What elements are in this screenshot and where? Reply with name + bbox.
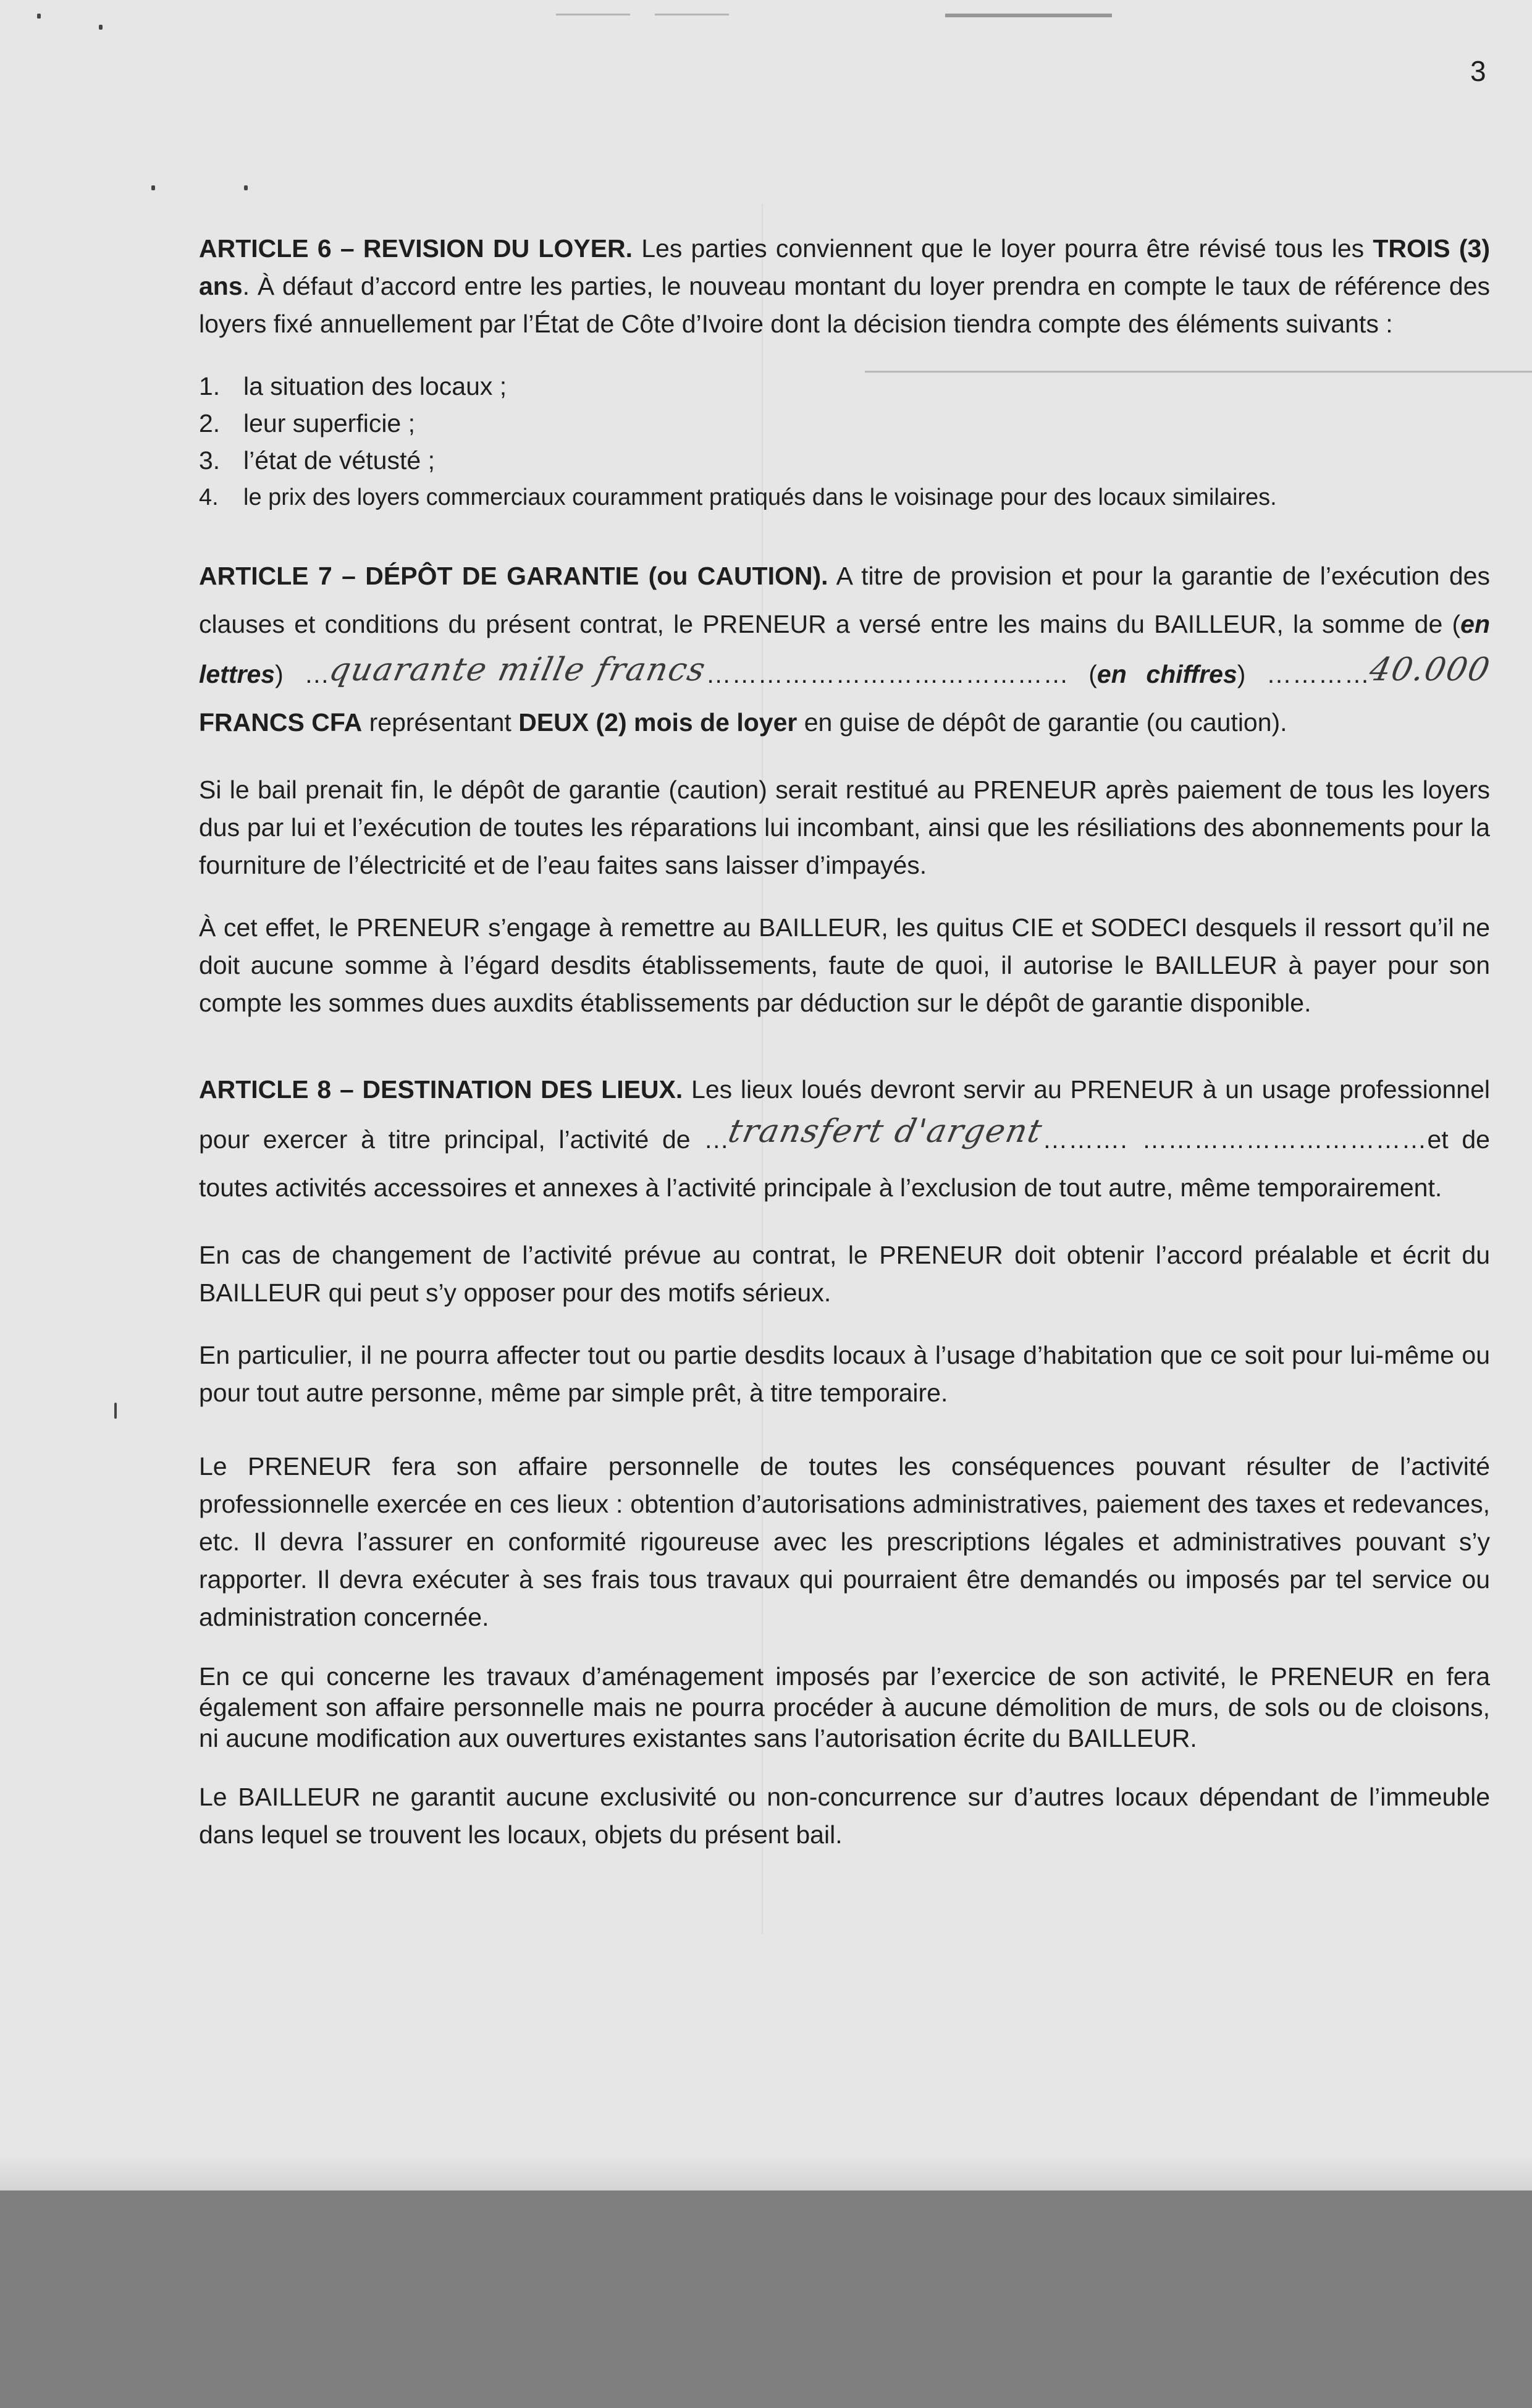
revision-period: TROIS (3) ans — [199, 234, 1490, 300]
article-8-heading: ARTICLE 8 – DESTINATION DES LIEUX. — [199, 1075, 683, 1104]
scan-speck — [114, 1403, 117, 1419]
deposit-months: DEUX (2) mois de loyer — [518, 708, 798, 737]
label-in-words: en lettres — [199, 610, 1490, 688]
list-item: 4. le prix des loyers commerciaux couramment pratiqués dans le voisinage pour des locaux similaires. — [199, 484, 1277, 510]
scan-speck — [151, 185, 155, 190]
scan-speck — [244, 185, 248, 190]
page-number: 3 — [1470, 55, 1486, 87]
list-item: 1. la situation des locaux ; — [199, 372, 507, 400]
list-item: 3. l’état de vétusté ; — [199, 446, 435, 475]
handwritten-amount-figures: 40.000 — [1366, 651, 1494, 688]
article-8-paragraph-3: En particulier, il ne pourra affecter tout ou partie desdits locaux à l’usage d’habitation que ce soit pour lui-même ou pour tout autre personne, même par simple prêt, à titre temporaire. — [199, 1341, 1490, 1407]
scan-speck — [99, 25, 103, 30]
handwritten-activity: transfert d'argent — [725, 1113, 1046, 1150]
scan-mark-left — [556, 14, 630, 15]
scan-mark-center — [655, 14, 729, 15]
article-8-paragraph-4: Le PRENEUR fera son affaire personnelle de toutes les conséquences pouvant résulter de l’activité professionnelle exercée en ces lieux : obtention d’autorisations administratives, paiement des taxes et redevances, etc. Il devra l’assurer en conformité rigoureuse avec les prescriptions légales et administratives pouvant s’y rapporter. Il devra exécuter à ses frais tous travaux qui pourraient être demandés ou imposés par tel service ou administration concernée. — [199, 1452, 1490, 1631]
label-in-figures: en chiffres — [1096, 660, 1237, 688]
article-8-paragraph-2: En cas de changement de l’activité prévue au contrat, le PRENEUR doit obtenir l’accord préalable et écrit du BAILLEUR qui peut s’y opposer pour des motifs sérieux. — [199, 1241, 1490, 1307]
article-7-paragraph-1: ARTICLE 7 – DÉPÔT DE GARANTIE (ou CAUTION). A titre de provision et pour la garantie de l’exécution des clauses et conditions du présent contrat, le PRENEUR a versé entre les mains du BAILLEUR, la somme de (en lettres) …quarante mille francs…………………………………… (en chiffres) …………40.000FRANCS CFA représentant DEUX (2) mois de loyer en guise de dépôt de garantie (ou caution). — [199, 562, 1494, 737]
currency: FRANCS CFA — [199, 708, 363, 737]
article-8-paragraph-6: Le BAILLEUR ne garantit aucune exclusivité ou non-concurrence sur d’autres locaux dépendant de l’immeuble dans lequel se trouvent les locaux, objets du présent bail. — [199, 1783, 1490, 1849]
scan-mark-right — [945, 14, 1112, 17]
revision-criteria-list — [199, 368, 1490, 516]
article-7-paragraph-3: À cet effet, le PRENEUR s’engage à remettre au BAILLEUR, les quitus CIE et SODECI desquels il ressort qu’il ne doit aucune somme à l’égard desdits établissements, faute de quoi, il autorise le BAILLEUR à payer pour son compte les sommes dues auxdits établissements par déduction sur le dépôt de garantie disponible. — [199, 913, 1490, 1017]
article-6-paragraph: ARTICLE 6 – REVISION DU LOYER. Les parties conviennent que le loyer pourra être révisé tous les TROIS (3) ans. À défaut d’accord entre les parties, le nouveau montant du loyer prendra en compte le taux de référence des loyers fixé annuellement par l’État de Côte d’Ivoire dont la décision tiendra compte des éléments suivants : — [199, 234, 1490, 338]
contract-body — [199, 230, 1494, 1854]
scan-speck — [37, 14, 41, 19]
article-7-paragraph-2: Si le bail prenait fin, le dépôt de garantie (caution) serait restitué au PRENEUR après paiement de tous les loyers dus par lui et l’exécution de toutes les réparations lui incombant, ainsi que les résiliations des abonnements pour la fourniture de l’électricité et de l’eau faites sans laisser d’impayés. — [199, 775, 1490, 879]
article-6-heading: ARTICLE 6 – REVISION DU LOYER. — [199, 234, 633, 263]
handwritten-amount-words: quarante mille francs — [326, 651, 710, 688]
list-item: 2. leur superficie ; — [199, 409, 416, 437]
page-bottom-shadow — [0, 2153, 1532, 2190]
article-8-paragraph-1: ARTICLE 8 – DESTINATION DES LIEUX. Les lieux loués devront servir au PRENEUR à un usage professionnel pour exercer à titre principal, l’activité de …transfert d'argent………. ……………………………et de toutes activités accessoires et annexes à l’activité principale à l’exclusion de tout autre, même temporairement. — [199, 1075, 1490, 1202]
article-7-heading: ARTICLE 7 – DÉPÔT DE GARANTIE (ou CAUTION). — [199, 562, 828, 590]
article-8-paragraph-5: En ce qui concerne les travaux d’aménagement imposés par l’exercice de son activité, le PRENEUR en fera également son affaire personnelle mais ne pourra procéder à aucune démolition de murs, de sols ou de cloisons, ni aucune modification aux ouvertures existantes sans l’autorisation écrite du BAILLEUR. — [199, 1662, 1490, 1752]
